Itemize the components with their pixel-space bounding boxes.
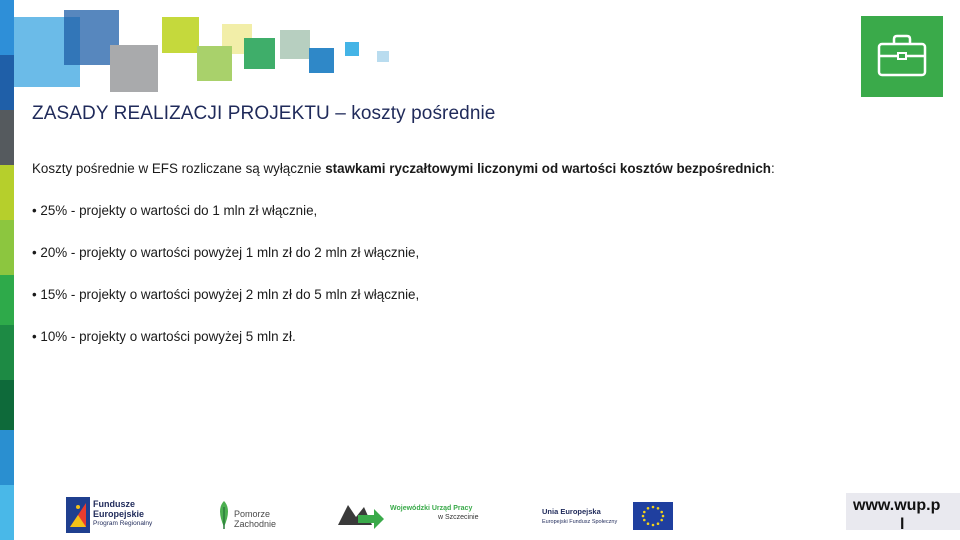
pz-line1: Pomorze — [234, 509, 271, 519]
list-item: • 15% - projekty o wartości powyżej 2 mln zł do 5 mln zł włącznie, — [32, 287, 420, 302]
fe-emblem-icon — [66, 497, 90, 533]
wup-arrow-icon — [338, 501, 384, 529]
eu-flag-icon — [633, 502, 673, 530]
wup-line2: w Szczecinie — [438, 514, 479, 521]
fundusze-europejskie-logo — [66, 495, 166, 535]
deco-square — [345, 42, 359, 56]
list-item: • 20% - projekty o wartości powyżej 1 mln zł do 2 mln zł włącznie, — [32, 245, 420, 260]
website-link[interactable]: www.wup.p — [853, 497, 941, 514]
deco-square — [110, 45, 158, 92]
unia-europejska-logo — [540, 495, 674, 535]
deco-square — [162, 17, 199, 53]
wup-line1: Wojewódzki Urząd Pracy — [390, 505, 473, 512]
left-color-strip — [0, 0, 14, 540]
list-item: • 25% - projekty o wartości do 1 mln zł włącznie, — [32, 203, 318, 218]
briefcase-icon — [877, 34, 927, 78]
list-item: • 10% - projekty o wartości powyżej 5 mln zł. — [32, 329, 296, 344]
intro-text: Koszty pośrednie w EFS rozliczane są wyłącznie — [32, 161, 326, 176]
intro-bold-text: stawkami ryczałtowymi liczonymi od wartości kosztów bezpośrednich — [325, 161, 771, 176]
wup-szczecin-logo — [338, 495, 478, 535]
fe-line1: Fundusze — [93, 499, 135, 509]
fe-line2: Europejskie — [93, 509, 145, 519]
pomorze-zachodnie-logo — [214, 495, 284, 535]
deco-square — [244, 38, 275, 69]
ue-line1: Unia Europejska — [542, 507, 601, 516]
ue-line2: Europejski Fundusz Społeczny — [542, 519, 618, 525]
deco-square — [197, 46, 232, 81]
intro-paragraph — [32, 161, 775, 176]
deco-square — [280, 30, 310, 59]
page-title: ZASADY REALIZACJI PROJEKTU – koszty pośrednie — [32, 103, 496, 124]
pz-line2: Zachodnie — [234, 519, 277, 529]
intro-suffix: : — [770, 161, 775, 176]
briefcase-tile — [861, 16, 943, 97]
fe-line3: Program Regionalny — [93, 520, 153, 527]
website-link-continuation[interactable]: l — [900, 516, 905, 533]
deco-square — [309, 48, 334, 73]
pz-leaf-icon — [214, 499, 234, 531]
deco-square — [377, 51, 389, 62]
